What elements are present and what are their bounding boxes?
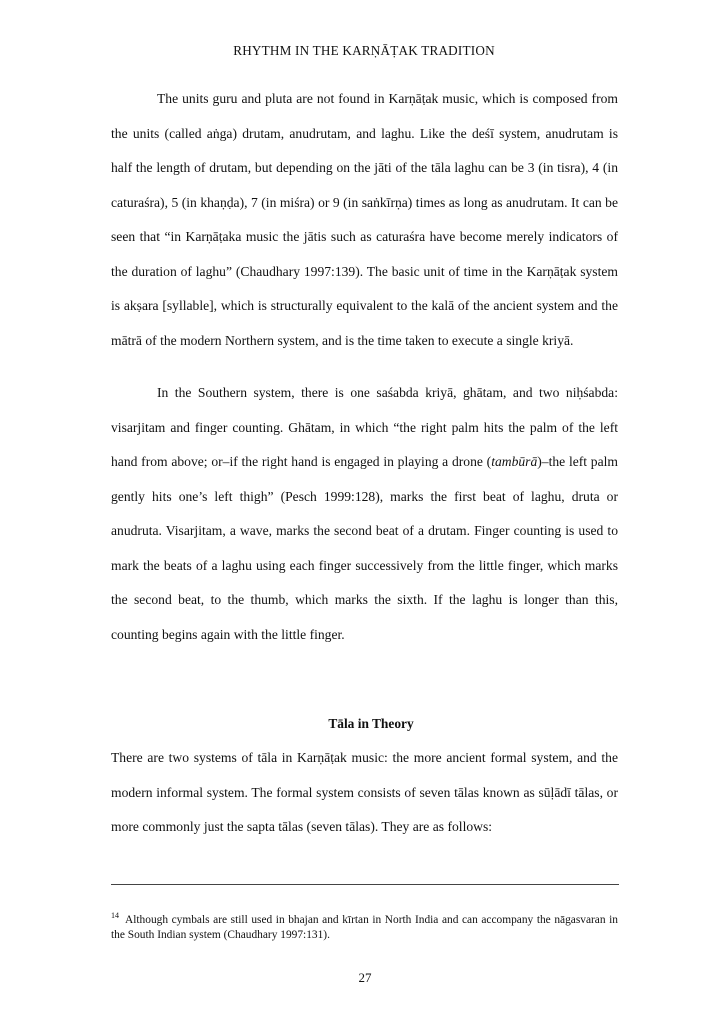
body-paragraph-1-text: The units guru and pluta are not found in Karṇāṭak music, which is composed from the units (called aṅga) drutam, anudrutam, and laghu. Like the deśī system, anudrutam is half the length of drutam, but depending on the jāti of the tāla laghu can be 3 (in tisra), 4 (in caturaśra), 5 (in khaṇḍa), 7 (in miśra) or 9 (in saṅkīrṇa) times as long as anudrutam. It can be seen that “in Karṇāṭaka music the jātis such as caturaśra have become merely indicators of the duration of laghu” (Chaudhary 1997:139). The basic unit of time in the Karṇāṭak system is akṣara [syllable], which is structurally equivalent to the kalā of the ancient system and the mātrā of the modern Northern system, and is the time taken to execute a single kriyā. xyxy=(111,91,618,348)
section-heading: Tāla in Theory xyxy=(328,716,414,731)
running-head: RHYTHM IN THE KARṆĀṬAK TRADITION xyxy=(233,43,495,58)
footnote-divider xyxy=(111,884,619,885)
body-paragraph-2 xyxy=(111,376,618,652)
italic-term: tambūrā xyxy=(491,454,538,469)
section-paragraph: There are two systems of tāla in Karṇāṭak music: the more ancient formal system, and the modern informal system. The formal system consists of seven tālas known as sūḷādī tālas, or more commonly just the sapta tālas (seven tālas). They are as follows: xyxy=(111,750,618,834)
page-number: 27 xyxy=(358,970,372,985)
footnote-text: Although cymbals are still used in bhajan and kīrtan in North India and can accompany the nāgasvaran in the South Indian system (Chaudhary 1997:131). xyxy=(111,914,618,941)
body-paragraph-2-text-start: In the Southern system, there is one saśabda kriyā, ghātam, and two niḥśabda: visarjitam and finger counting. Ghātam, in which “the right palm hits the palm of the left hand from above; or–if the right hand is engaged in playing a drone ( xyxy=(111,385,618,469)
footnote-number: 14 xyxy=(111,911,119,920)
body-paragraph-1 xyxy=(111,82,618,358)
body-paragraph-2-text-end: )–the left palm gently hits one’s left thigh” (Pesch 1999:128), marks the first beat of laghu, druta or anudruta. Visarjitam, a wave, marks the second beat of a drutam. Finger counting is used to mark the beats of a laghu using each finger successively from the little finger, which marks the second beat, to the thumb, which marks the sixth. If the laghu is longer than this, counting begins again with the little finger. xyxy=(111,454,618,642)
footnote xyxy=(111,908,618,943)
